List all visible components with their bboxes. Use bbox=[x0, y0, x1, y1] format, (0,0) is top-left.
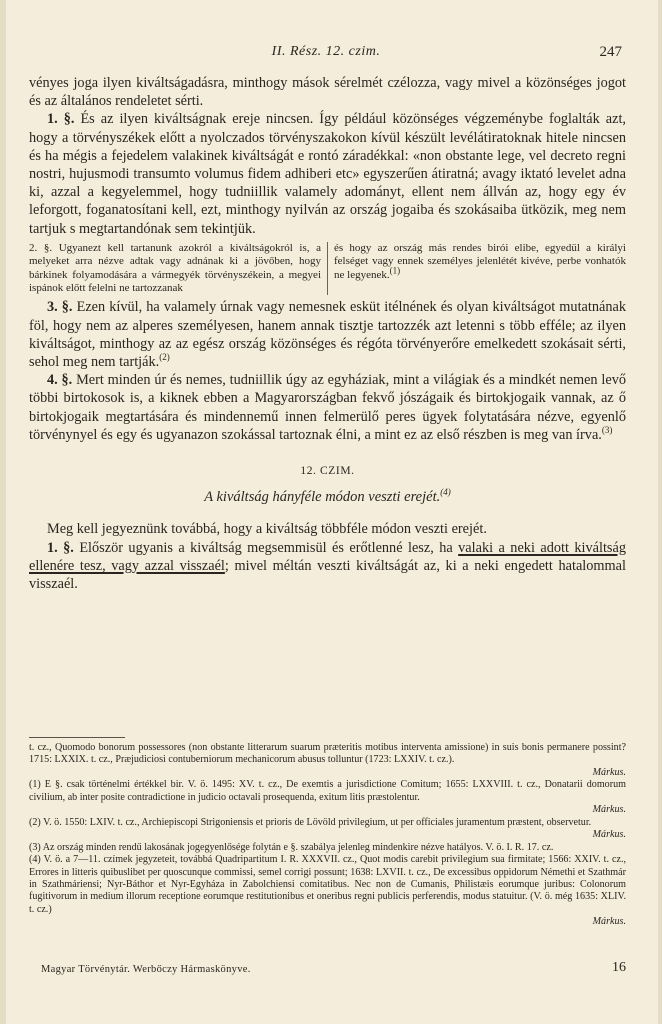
paragraph-text: Mert minden úr és nemes, tudniillik úgy az egyháziak, mint a világiak és a mindkét nemen levő többi birtokosok is, a kiknek ebben a Magyarországban fekvő jószágaik és birtokjogaik vannak, az ő birtokjogaik megtartására és mindennemű innen felmerülő peres ügyek folytatására nézve, egyenlő törvénynyel és egy és ugyanazon szokással tartoznak élni, a mint ez az első részben is meg van írva. bbox=[29, 372, 626, 443]
column-right bbox=[328, 242, 626, 296]
chapter-subtitle bbox=[29, 488, 626, 506]
section-number: 3. §. bbox=[47, 299, 73, 316]
section-3 bbox=[29, 298, 626, 371]
sheet-number: 16 bbox=[612, 960, 626, 975]
main-text bbox=[29, 74, 626, 593]
footnote-signature: Márkus. bbox=[592, 766, 626, 778]
footnote-ref: (3) bbox=[601, 425, 613, 436]
footnote-ref: (1) bbox=[389, 264, 401, 275]
chapter-subtitle-text: A kiváltság hányféle módon veszti erejét. bbox=[204, 489, 441, 506]
section-4 bbox=[29, 371, 626, 444]
paragraph-text: Először ugyanis a kiváltság megsemmisül és erőtlenné lesz, ha bbox=[79, 539, 453, 556]
paragraph-text: És az ilyen kiváltságnak ereje nincsen. Így például közönséges végzeménybe foglalták azt, hogy a törvényszékek előtt a nyolczados törvényszakokon kívül készült levélátiratoknak hitele nincsen és ha mégis a fejedelem valakinek kiváltságát e rontó záradékkal: «non obstante lege, vel decreto regni nostri, hujusmodi transumto volumus fidem adhiberi etc» egyszerűen átiratná; avagy iktató levelet adna ki, azzal a kegyelemmel, hogy tudniillik valamely adományt, ellent nem állván az, hogy egy év leforgott, foganatosítani kell, ezt, minthogy nyilván az ország jogaiba és szokásaiba ütközik, meg nem tartjuk s megtartandónak sem tekintjük. bbox=[29, 111, 626, 237]
section-1-chapter12 bbox=[29, 539, 626, 594]
footnote-signature: Márkus. bbox=[592, 916, 626, 928]
running-title: II. Rész. 12. czim. bbox=[271, 44, 381, 59]
section-number: 4. §. bbox=[47, 372, 73, 389]
footnote-2: (2) V. ö. 1550: LXIV. t. cz., Archiepiscopi Strigoniensis et prioris de Lövöld privilegium, ut per officiales juramentum præstent, observetur. bbox=[29, 816, 592, 828]
page-number: 247 bbox=[599, 44, 622, 60]
chapter-intro bbox=[29, 520, 626, 538]
footnote-ref: (4) bbox=[440, 487, 451, 498]
footnote-ref: (2) bbox=[159, 352, 170, 363]
paragraph-text: ; mivel méltán veszti kiváltságát az, ki a neki engedett hatalommal visszaél. bbox=[29, 557, 626, 593]
chapter-title: 12. CZIM. bbox=[300, 465, 355, 478]
underlined-passage: valaki a neki adott kiváltság ellenére tesz, vagy azzal visszaél bbox=[29, 539, 626, 574]
footnote-4: (4) V. ö. a 7—11. czímek jegyzeteit, továbbá Quadripartitum I. R. XXXVII. cz., Quot modis carebit privilegium sua firmitate; 1566: XXIV. t. cz., Errores in litteris quibuslibet per quoscunque commissi, semel corrigi possunt; 1638: LXVII. t. cz., De excessibus oppidorum Némethi et Szathmár in Szathmáriensi; Nyr-Báthor et Nyr-Egyháza in Zabolchiensi comitatibus. Nec non de Cumanis, Philistæis eorumque juribus: Colonorum fugitivorum in medium illorum receptione eorumque restitutionibus et oneribus regni publicis perferendis, modus statuitur. (V. ö. még 1635: XLIV. t. cz.) bbox=[29, 854, 626, 915]
paragraph-text: Ezen kívül, ha valamely úrnak vagy nemesnek esküt itélnének és olyan kiváltságot mutatnának föl, hogy nem az alperes személyesen, hanem annak tisztje tartozzék azt letenni s több efféle; az ilyen kiváltságot, minthogy az az egész ország közönséges és régóta törvényerőre emelkedett szokásait sérti, sehol meg nem tartják. bbox=[29, 299, 626, 371]
paragraph-continuation bbox=[29, 74, 626, 110]
paragraph-text: vényes joga ilyen kiváltságadásra, minthogy mások sérelmét czélozza, vagy mivel a közönséges jogot és az általános rendeletet sérti. bbox=[29, 75, 626, 110]
paragraph-text: Meg kell jegyeznünk továbbá, hogy a kiváltság többféle módon veszti erejét. bbox=[47, 521, 487, 538]
footnote-divider bbox=[29, 737, 125, 738]
section-number: 1. §. bbox=[47, 539, 74, 556]
imprint: Magyar Törvénytár. Werbőczy Hármaskönyve. bbox=[41, 964, 251, 975]
running-header bbox=[30, 44, 622, 64]
footnote-1: (1) E §. csak történelmi értékkel bir. V. ö. 1495: XV. t. cz., De exemtis a jurisdictione Comitum; 1655: LXXVIII. t. cz., Donatarii domorum civilium, ab inter posite contradictione in judicio octavali prosequenda, exitum litis præstolentur. bbox=[29, 779, 626, 803]
two-column-block bbox=[29, 242, 626, 296]
footnote-3: (3) Az ország minden rendű lakosának jogegyenlősége folytán e §. szabálya jelenleg mindenkire nézve hatályos. V. ö. I. R. 17. cz. bbox=[29, 841, 554, 853]
footnote-signature: Márkus. bbox=[592, 829, 626, 841]
column-left: 2. §. Ugyanezt kell tartanunk azokról a kiváltságokról is, a melyeket arra nézve adtak vagy adnának ki a jövőben, hogy bárkinek folyamodására a vármegyék törvényszékein, a megyei ispánok előtt felelni ne tartozzanak bbox=[29, 242, 328, 296]
footnote-signature: Márkus. bbox=[592, 804, 626, 816]
footnote-continuation: t. cz., Quomodo bonorum possessores (non obstante litterarum suarum præteritis motibus interventa amissione) in suis bonis permanere possint? 1715: LXXIX. t. cz., Præjudiciosi contuberniorum mechanicorum abusus tolluntur (1723: LXXIV. t. cz.). bbox=[29, 742, 626, 766]
section-1 bbox=[29, 110, 626, 237]
section-number: 1. §. bbox=[47, 111, 75, 128]
column-right-text: és hogy az ország más rendes birói elibe, egyedül a királyi felséget vagy ennek személyes jelenlétét kivéve, perbe vonhatók ne legyenek. bbox=[334, 241, 626, 281]
footnotes bbox=[29, 742, 626, 929]
